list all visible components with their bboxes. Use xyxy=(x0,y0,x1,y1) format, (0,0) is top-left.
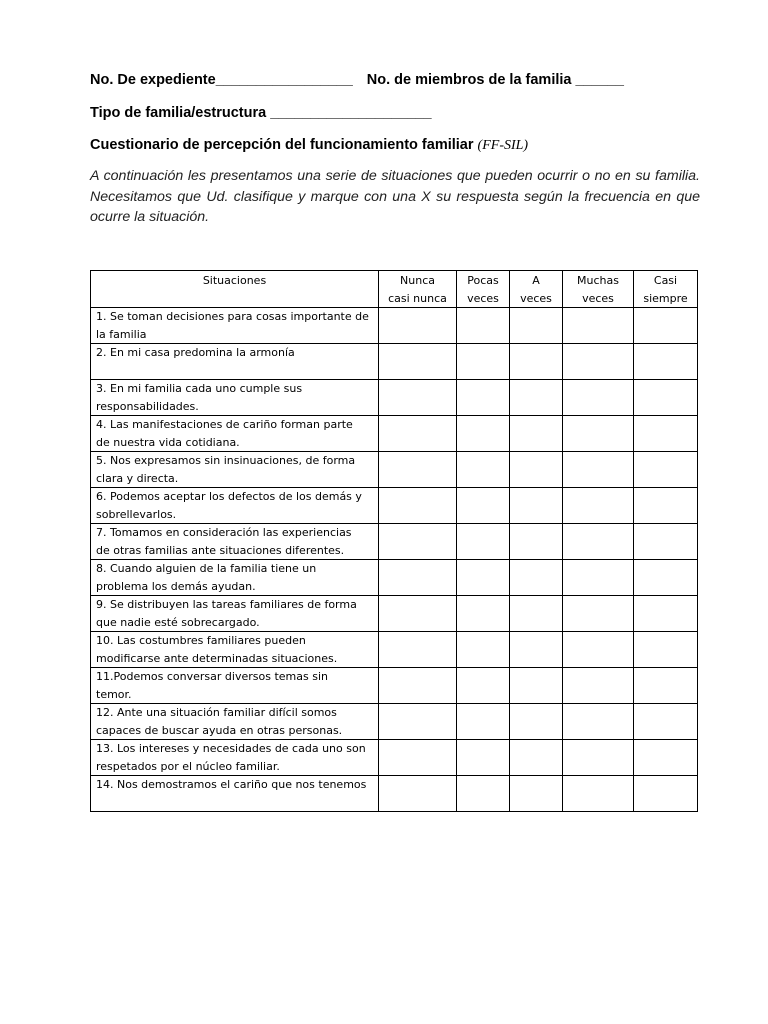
situation-cell: 8. Cuando alguien de la familia tiene un problema los demás ayudan. xyxy=(91,560,379,596)
column-header-a-veces: A veces xyxy=(510,271,563,308)
answer-cell[interactable] xyxy=(510,452,563,488)
answer-cell[interactable] xyxy=(510,560,563,596)
answer-cell[interactable] xyxy=(510,308,563,344)
answer-cell[interactable] xyxy=(457,344,510,380)
answer-cell[interactable] xyxy=(457,560,510,596)
answer-cell[interactable] xyxy=(563,488,634,524)
answer-cell[interactable] xyxy=(379,524,457,560)
table-row xyxy=(91,416,698,452)
answer-cell[interactable] xyxy=(510,524,563,560)
answer-cell[interactable] xyxy=(510,776,563,812)
column-header-nunca: Nunca casi nunca xyxy=(379,271,457,308)
situation-cell: 2. En mi casa predomina la armonía xyxy=(91,344,379,380)
answer-cell[interactable] xyxy=(634,632,698,668)
table-header-row xyxy=(91,271,698,308)
answer-cell[interactable] xyxy=(379,488,457,524)
answer-cell[interactable] xyxy=(634,704,698,740)
answer-cell[interactable] xyxy=(563,344,634,380)
miembros-field-label: No. de miembros de la familia ______ xyxy=(366,72,624,88)
questionnaire-title xyxy=(90,137,528,154)
answer-cell[interactable] xyxy=(634,596,698,632)
answer-cell[interactable] xyxy=(563,596,634,632)
table-row xyxy=(91,344,698,380)
situation-cell: 7. Tomamos en consideración las experiencias de otras familias ante situaciones diferentes. xyxy=(91,524,379,560)
situation-cell: 11.Podemos conversar diversos temas sin temor. xyxy=(91,668,379,704)
answer-cell[interactable] xyxy=(563,704,634,740)
table-row xyxy=(91,452,698,488)
answer-cell[interactable] xyxy=(563,776,634,812)
answer-cell[interactable] xyxy=(563,740,634,776)
answer-cell[interactable] xyxy=(457,380,510,416)
situation-cell: 1. Se toman decisiones para cosas importante de la familia xyxy=(91,308,379,344)
table-row xyxy=(91,524,698,560)
answer-cell[interactable] xyxy=(634,452,698,488)
answer-cell[interactable] xyxy=(379,452,457,488)
answer-cell[interactable] xyxy=(510,632,563,668)
answer-cell[interactable] xyxy=(634,308,698,344)
answer-cell[interactable] xyxy=(634,344,698,380)
answer-cell[interactable] xyxy=(634,740,698,776)
questionnaire-table xyxy=(90,270,698,812)
answer-cell[interactable] xyxy=(510,380,563,416)
situation-cell: 6. Podemos aceptar los defectos de los demás y sobrellevarlos. xyxy=(91,488,379,524)
answer-cell[interactable] xyxy=(457,596,510,632)
answer-cell[interactable] xyxy=(379,740,457,776)
answer-cell[interactable] xyxy=(563,380,634,416)
table-row xyxy=(91,560,698,596)
answer-cell[interactable] xyxy=(510,416,563,452)
header-line-expediente xyxy=(90,72,624,88)
answer-cell[interactable] xyxy=(457,632,510,668)
answer-cell[interactable] xyxy=(634,560,698,596)
answer-cell[interactable] xyxy=(510,344,563,380)
answer-cell[interactable] xyxy=(379,560,457,596)
situation-cell: 13. Los intereses y necesidades de cada uno son respetados por el núcleo familiar. xyxy=(91,740,379,776)
situation-cell: 3. En mi familia cada uno cumple sus responsabilidades. xyxy=(91,380,379,416)
answer-cell[interactable] xyxy=(510,704,563,740)
situation-cell: 12. Ante una situación familiar difícil somos capaces de buscar ayuda en otras personas. xyxy=(91,704,379,740)
answer-cell[interactable] xyxy=(563,416,634,452)
answer-cell[interactable] xyxy=(457,452,510,488)
answer-cell[interactable] xyxy=(510,740,563,776)
answer-cell[interactable] xyxy=(457,488,510,524)
answer-cell[interactable] xyxy=(457,740,510,776)
answer-cell[interactable] xyxy=(457,668,510,704)
answer-cell[interactable] xyxy=(379,704,457,740)
situation-cell: 4. Las manifestaciones de cariño forman parte de nuestra vida cotidiana. xyxy=(91,416,379,452)
answer-cell[interactable] xyxy=(457,416,510,452)
intro-paragraph: A continuación les presentamos una serie de situaciones que pueden ocurrir o no en su familia. Necesitamos que Ud. clasifique y marque con una X su respuesta según la frecuencia en que ocurre la situación. xyxy=(90,168,700,225)
answer-cell[interactable] xyxy=(634,380,698,416)
tipo-familia-field-label: Tipo de familia/estructura ____________________ xyxy=(90,105,432,121)
column-header-situaciones: Situaciones xyxy=(91,271,379,308)
situation-cell: 14. Nos demostramos el cariño que nos tenemos xyxy=(91,776,379,812)
situation-cell: 5. Nos expresamos sin insinuaciones, de forma clara y directa. xyxy=(91,452,379,488)
table-row xyxy=(91,308,698,344)
column-header-pocas-veces: Pocas veces xyxy=(457,271,510,308)
answer-cell[interactable] xyxy=(510,488,563,524)
answer-cell[interactable] xyxy=(510,668,563,704)
answer-cell[interactable] xyxy=(563,452,634,488)
answer-cell[interactable] xyxy=(379,380,457,416)
answer-cell[interactable] xyxy=(379,632,457,668)
answer-cell[interactable] xyxy=(634,524,698,560)
questionnaire-tag: (FF-SIL) xyxy=(477,138,529,153)
table-row xyxy=(91,704,698,740)
answer-cell[interactable] xyxy=(563,308,634,344)
situation-cell: 10. Las costumbres familiares pueden modificarse ante determinadas situaciones. xyxy=(91,632,379,668)
expediente-field-label: No. De expediente_________________ xyxy=(90,72,353,88)
answer-cell[interactable] xyxy=(457,524,510,560)
answer-cell[interactable] xyxy=(563,668,634,704)
answer-cell[interactable] xyxy=(634,668,698,704)
answer-cell[interactable] xyxy=(379,344,457,380)
answer-cell[interactable] xyxy=(634,416,698,452)
answer-cell[interactable] xyxy=(457,776,510,812)
questionnaire-title-text: Cuestionario de percepción del funcionamiento familiar xyxy=(90,137,474,153)
table-row xyxy=(91,776,698,812)
column-header-muchas-veces: Muchas veces xyxy=(563,271,634,308)
table-row xyxy=(91,668,698,704)
table-row xyxy=(91,596,698,632)
answer-cell[interactable] xyxy=(563,560,634,596)
column-header-casi-siempre: Casi siempre xyxy=(634,271,698,308)
answer-cell[interactable] xyxy=(379,668,457,704)
table-row xyxy=(91,740,698,776)
answer-cell[interactable] xyxy=(510,596,563,632)
answer-cell[interactable] xyxy=(379,416,457,452)
table-row xyxy=(91,488,698,524)
answer-cell[interactable] xyxy=(379,308,457,344)
table-row xyxy=(91,380,698,416)
answer-cell[interactable] xyxy=(563,632,634,668)
answer-cell[interactable] xyxy=(634,776,698,812)
answer-cell[interactable] xyxy=(634,488,698,524)
answer-cell[interactable] xyxy=(563,524,634,560)
answer-cell[interactable] xyxy=(379,596,457,632)
answer-cell[interactable] xyxy=(379,776,457,812)
answer-cell[interactable] xyxy=(457,704,510,740)
answer-cell[interactable] xyxy=(457,308,510,344)
situation-cell: 9. Se distribuyen las tareas familiares de forma que nadie esté sobrecargado. xyxy=(91,596,379,632)
table-row xyxy=(91,632,698,668)
